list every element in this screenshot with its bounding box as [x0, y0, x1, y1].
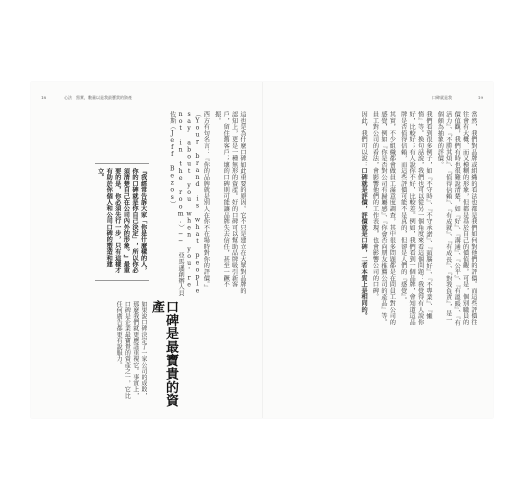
left-running-header: 心法 寫實，數量以是我最寶貴的資產: [64, 95, 132, 100]
book-spine: [262, 82, 263, 418]
left-upper-paragraph: 這也是為什麼口碑如此重要的原因。它不只是建立在大眾對品牌的認知上，更是一種無形的資產。好的口碑可以幫助品牌吸引新客戶，留住舊客戶；壞的口碑則可能讓品牌失去信任，甚至一蹶不振。: [213, 111, 246, 294]
section-title: 口碑是最寶貴的資產: [149, 300, 178, 408]
book-spread: [31, 82, 493, 418]
right-paragraph-3: 其實，不少組織都會做員工滿意度調查，其中很多問題都是在問員工對公司的感覺，例如『你是否對公司有歸屬感』、『你會否向朋友推薦公司的產品』等。員工對公司的看法，會影響他們的工作表現，也會影響公司的口碑。: [371, 111, 396, 326]
left-page-quote-box: [95, 163, 149, 281]
left-upper-paragraph-2: 西方有句名言：『你的品牌就是別人在你不在場時對你的評價。』（Your brand is what people say about you when you're not in the room.）── 亞馬遜創辦人貝佐斯（Jeff Bezos）: [168, 111, 210, 297]
right-paragraph-1: 當然，我們對品牌或組織的看法也都是我們如何對他們的評價。而這些評價往往會有大概、而又模糊的形象，但都是基於自己的價值觀。可是，個別職員的價值觀，我們有時也很難說清楚，如『好』、『溝通』、『公平』、『有溫暖』、『有活力』、『不勝其煩』、『值得信賴』、『有成就』、『有成長』、『對我負責』，是一個頗為抽象的評價。: [436, 111, 477, 326]
right-page-number: 19: [477, 95, 483, 100]
left-page-quote: 『我經常告訴大家「你是什麼樣的人，你的口碑就是你自己決定」，所以你必須清楚自己在公司內外的形象。』最重要的是，你必須先行一步，只有這樣才有助於你個人和公司口碑的塑造和建立。: [96, 168, 147, 274]
left-page-lower-body: [61, 301, 147, 403]
left-lower-paragraph: 如果說口碑決定了一家公司的成敗，那麼我們就更應該重視它。事實上，口碑是企業最寶貴的資產之一，它比任何廣告都更有說服力。: [115, 301, 147, 399]
right-conclusion-lead: 因此，我們可以說：: [360, 111, 368, 168]
right-paragraph-2: 我們看到很多例子，如『不守時』、『不守承諾』、『頭腦好』、『不專業』、『懶惰』等。換句話說，我們也可以從另一個角度來看這個問題：我覺得有人說你好，比較好；有人說你不好，比較差。例如，我們看到一個品牌，會知道這品牌是否值得信賴，而這些評價可能不是真的，但卻是人們的『感覺』。: [399, 111, 432, 326]
right-conclusion-emphasis: 口碑就是評價，評價就是口碑，二者本質上是相同的。: [360, 167, 368, 319]
left-page-number: 18: [41, 95, 47, 100]
right-running-header: 口碑就是我: [432, 95, 452, 100]
left-page-upper-body: [61, 111, 246, 299]
right-page-body: [277, 111, 477, 326]
right-conclusion: [359, 111, 367, 326]
